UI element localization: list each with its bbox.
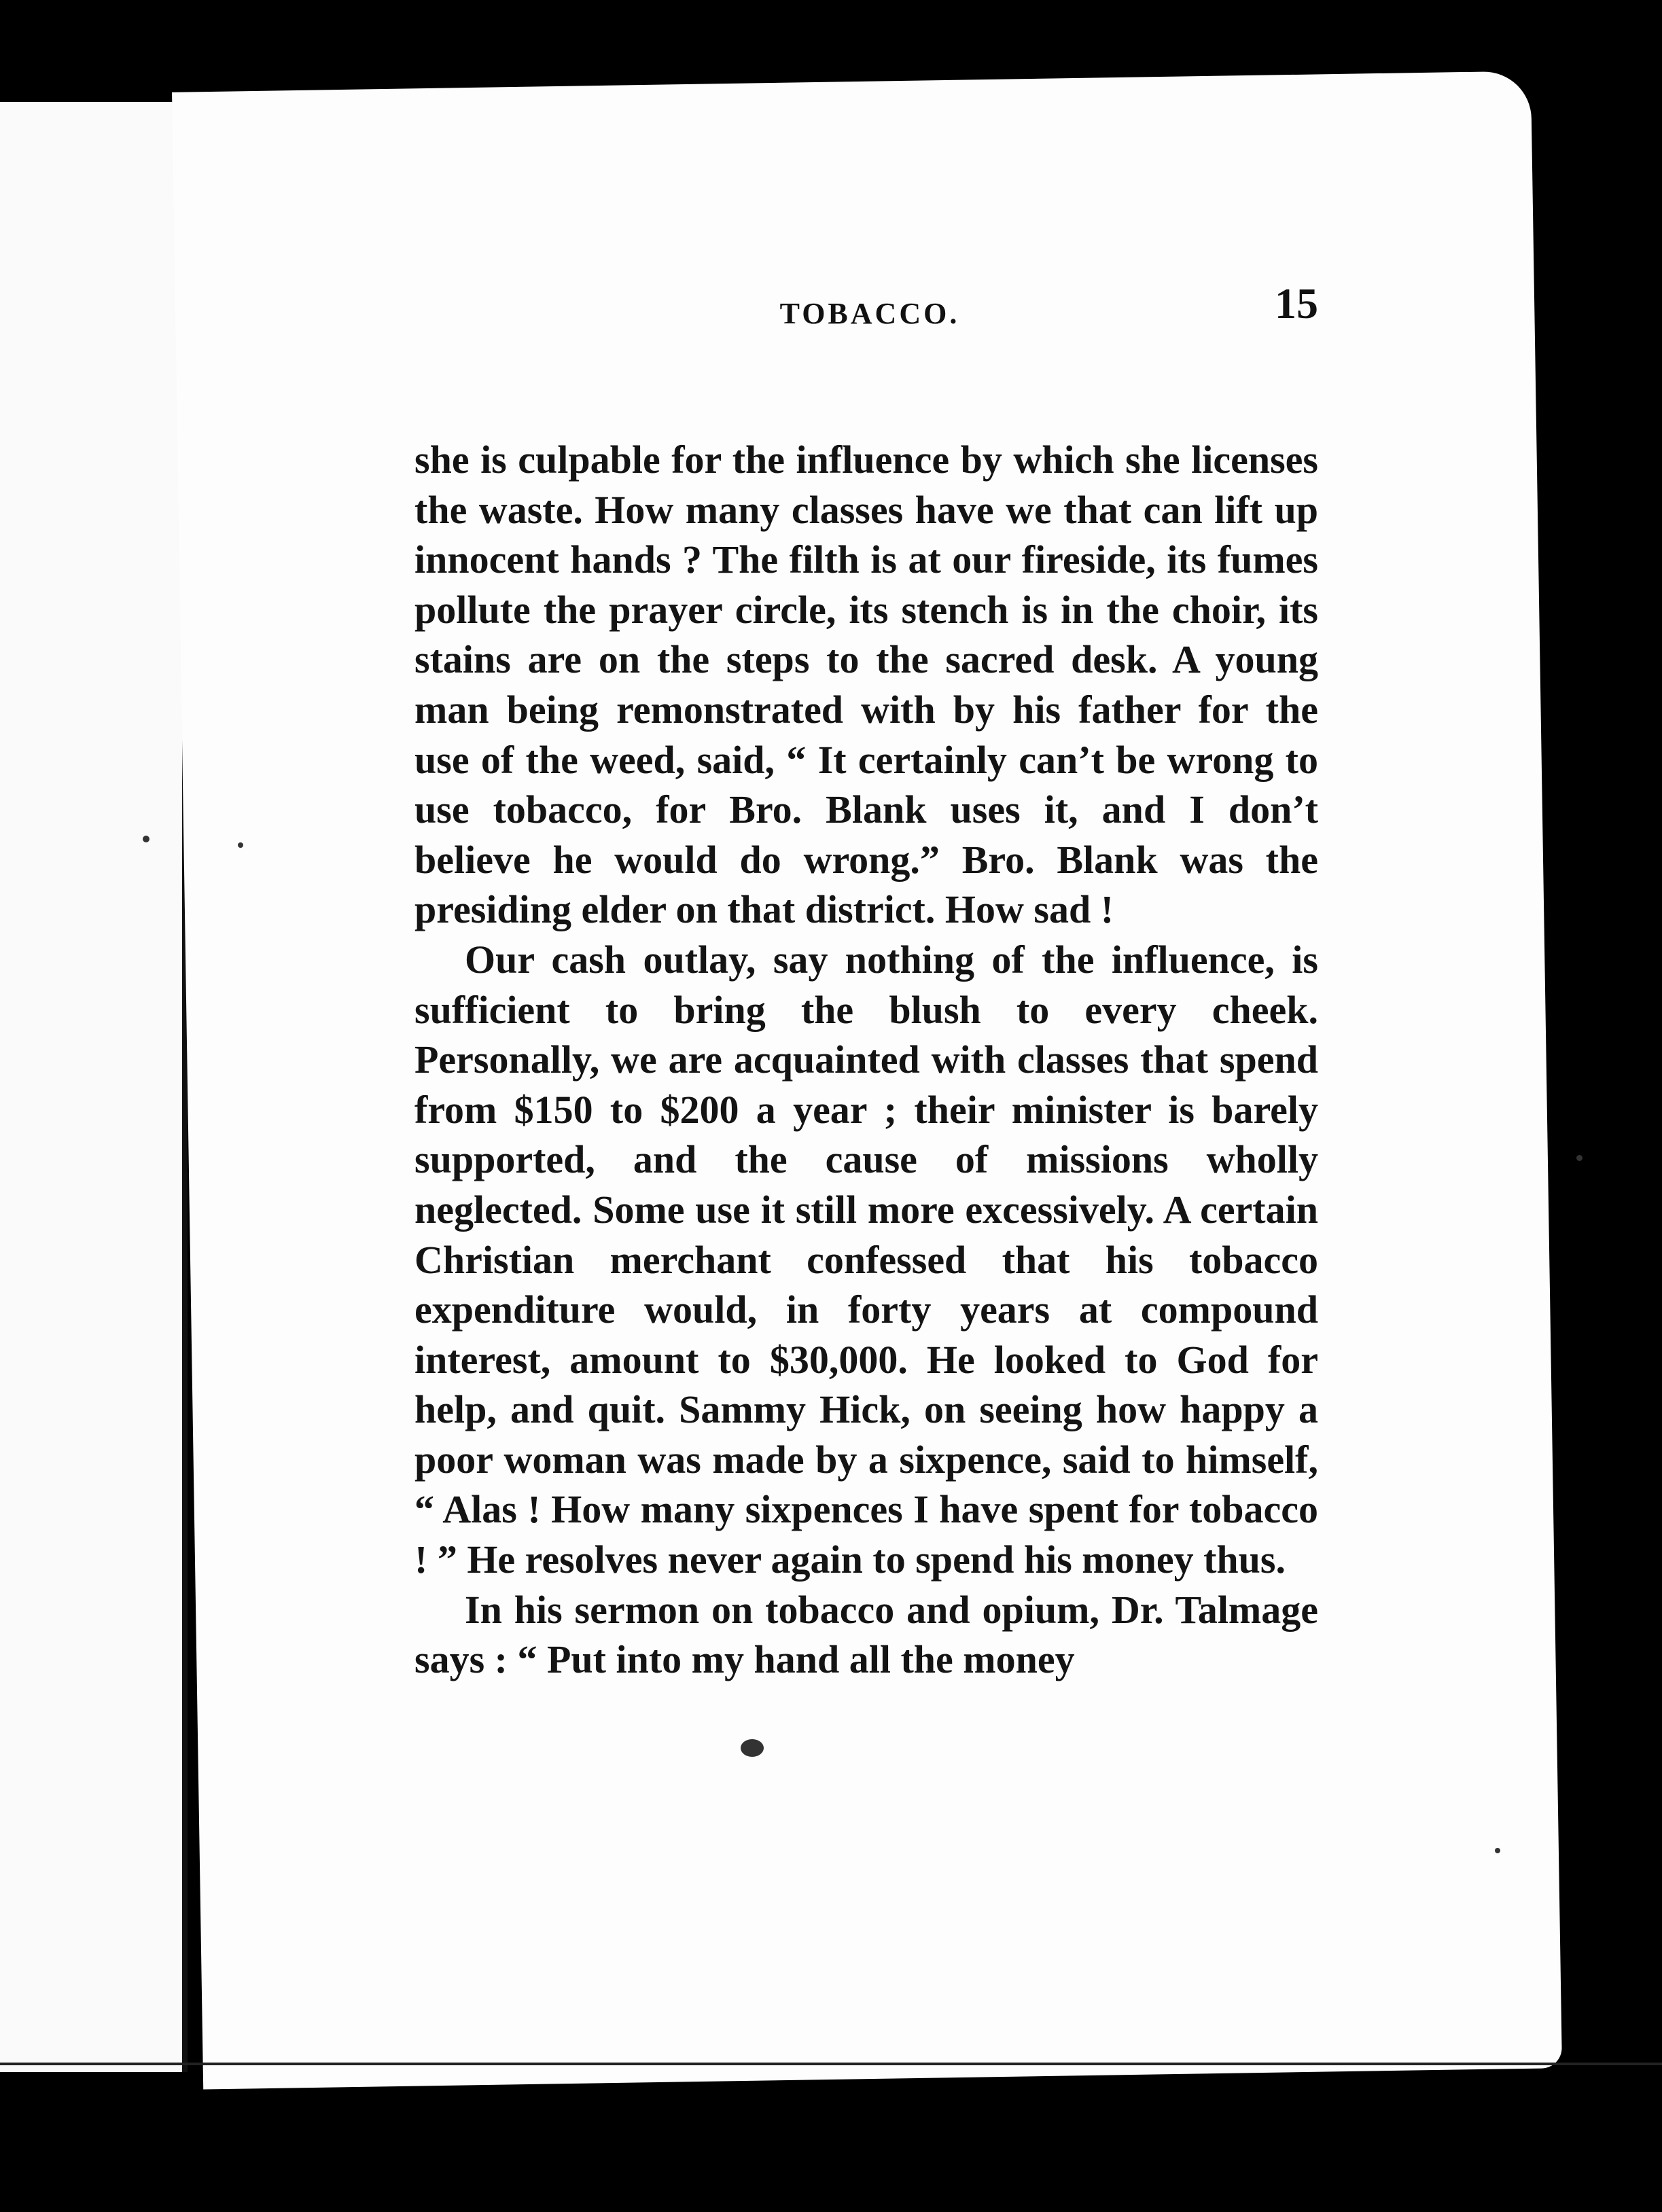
scan-speck: [741, 1739, 764, 1757]
paragraph-2: Our cash outlay, say nothing of the influence, is sufficient to bring the blush to every cheek. Personally, we are acquainted with classes that spend from $150 to $200 a year ; their minister is barely supported, and the cause of missions wholly neglected. Some use it still more excessively. A certain Christian merchant confessed that his tobacco expenditure would, in forty years at compound interest, amount to $30,000. He looked to God for help, and quit. Sammy Hick, on seeing how happy a poor woman was made by a sixpence, said to himself, “ Alas ! How many sixpences I have spent for tobacco ! ” He resolves never again to spend his money thus.: [414, 937, 1318, 1582]
scan-speck: [238, 842, 243, 848]
scan-speck: [1576, 1155, 1583, 1161]
page-number: 15: [1275, 279, 1318, 327]
left-page-edge: [0, 102, 183, 2072]
scanner-edge-line: [0, 2063, 1662, 2065]
body-text: [414, 435, 1318, 1685]
scan-speck: [143, 836, 149, 842]
running-head: [408, 279, 1332, 340]
running-title: TOBACCO.: [779, 297, 960, 330]
paragraph-1: she is culpable for the influence by which she licenses the waste. How many classes have we that can lift up innocent hands ? The filth is at our fireside, its fumes pollute the prayer circle, its stench is in the choir, its stains are on the steps to the sacred desk. A young man being remonstrated with by his father for the use of the weed, said, “ It certainly can’t be wrong to use tobacco, for Bro. Blank uses it, and I don’t believe he would do wrong.” Bro. Blank was the presiding elder on that district. How sad !: [414, 438, 1318, 932]
scan-speck: [1495, 1848, 1500, 1853]
paragraph-3: In his sermon on tobacco and opium, Dr. Talmage says : “ Put into my hand all the money: [414, 1587, 1318, 1682]
